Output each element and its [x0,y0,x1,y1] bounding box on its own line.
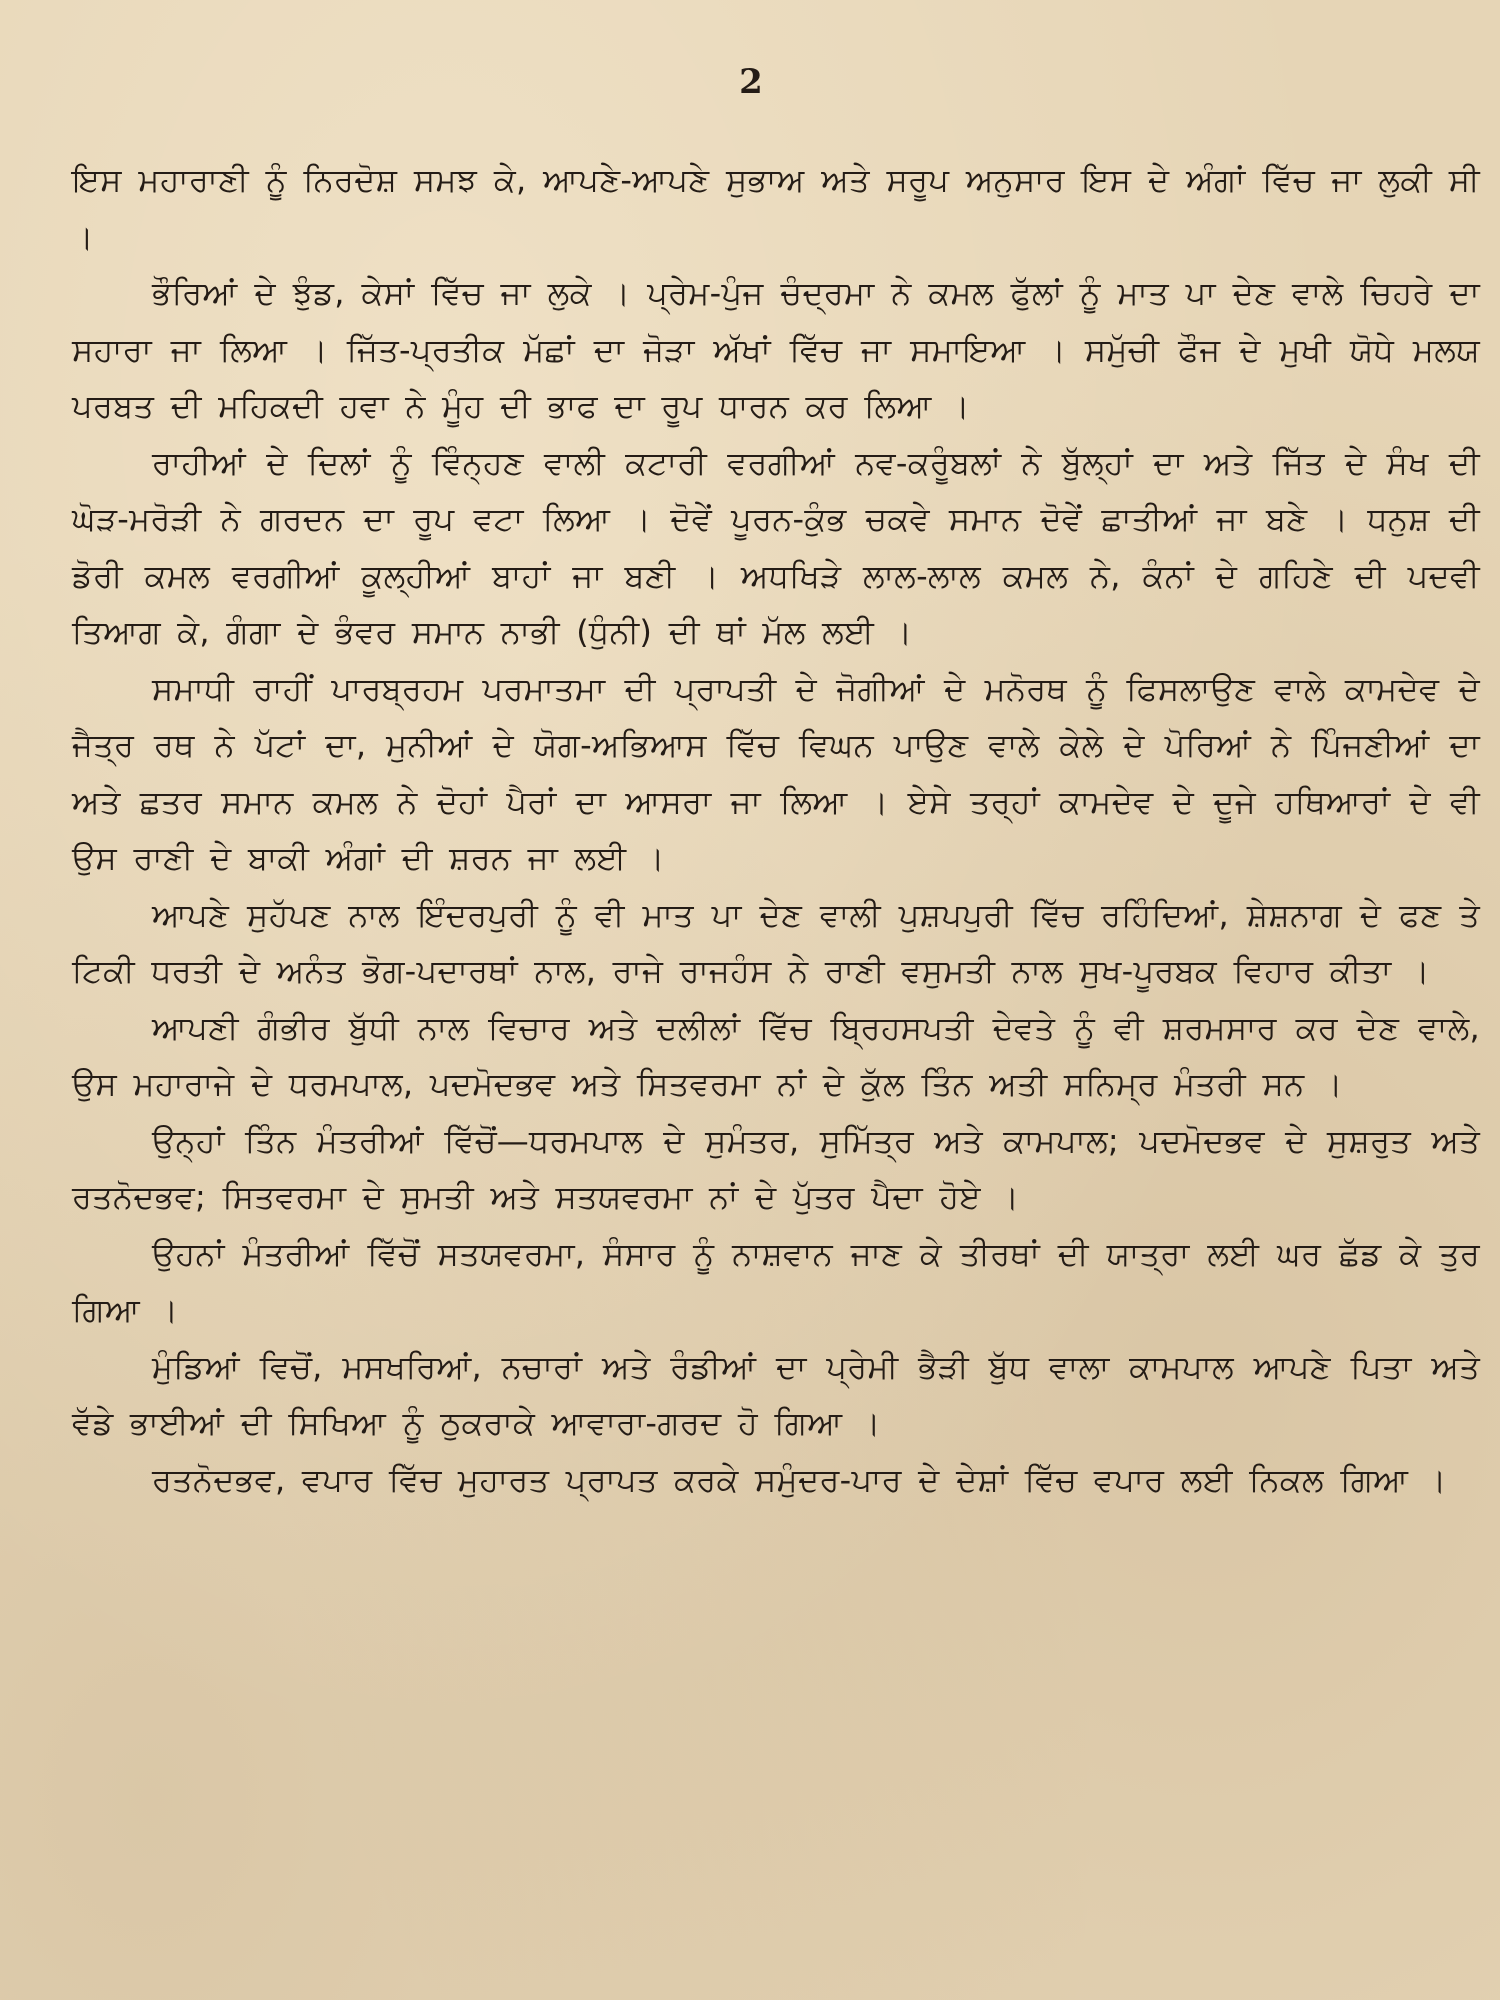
paragraph: ਇਸ ਮਹਾਰਾਣੀ ਨੂੰ ਨਿਰਦੋਸ਼ ਸਮਝ ਕੇ, ਆਪਣੇ-ਆਪਣੇ ਸੁਭਾਅ ਅਤੇ ਸਰੂਪ ਅਨੁਸਾਰ ਇਸ ਦੇ ਅੰਗਾਂ ਵਿੱਚ ਜਾ ਲੁਕੀ ਸੀ । [72,161,1480,256]
paragraph: ਉਨ੍ਹਾਂ ਤਿੰਨ ਮੰਤਰੀਆਂ ਵਿੱਚੋਂ—ਧਰਮਪਾਲ ਦੇ ਸੁਮੰਤਰ, ਸੁਮਿੱਤ੍ਰ ਅਤੇ ਕਾਮਪਾਲ; ਪਦਮੋਦਭਵ ਦੇ ਸੁਸ਼ਰੁਤ ਅਤੇ ਰਤਨੋਦਭਵ; ਸਿਤਵਰਮਾ ਦੇ ਸੁਮਤੀ ਅਤੇ ਸਤਯਵਰਮਾ ਨਾਂ ਦੇ ਪੁੱਤਰ ਪੈਦਾ ਹੋਏ । [72,1121,1480,1216]
paragraph: ਸਮਾਧੀ ਰਾਹੀਂ ਪਾਰਬ੍ਰਹਮ ਪਰਮਾਤਮਾ ਦੀ ਪ੍ਰਾਪਤੀ ਦੇ ਜੋਗੀਆਂ ਦੇ ਮਨੋਰਥ ਨੂੰ ਫਿਸਲਾਉਣ ਵਾਲੇ ਕਾਮਦੇਵ ਦੇ ਜੈਤ੍ਰ ਰਥ ਨੇ ਪੱਟਾਂ ਦਾ, ਮੁਨੀਆਂ ਦੇ ਯੋਗ-ਅਭਿਆਸ ਵਿੱਚ ਵਿਘਨ ਪਾਉਣ ਵਾਲੇ ਕੇਲੇ ਦੇ ਪੋਰਿਆਂ ਨੇ ਪਿੰਜਣੀਆਂ ਦਾ ਅਤੇ ਛਤਰ ਸਮਾਨ ਕਮਲ ਨੇ ਦੋਹਾਂ ਪੈਰਾਂ ਦਾ ਆਸਰਾ ਜਾ ਲਿਆ । ਏਸੇ ਤਰ੍ਹਾਂ ਕਾਮਦੇਵ ਦੇ ਦੂਜੇ ਹਥਿਆਰਾਂ ਦੇ ਵੀ ਉਸ ਰਾਣੀ ਦੇ ਬਾਕੀ ਅੰਗਾਂ ਦੀ ਸ਼ਰਨ ਜਾ ਲਈ । [72,669,1480,877]
paragraph: ਭੌਰਿਆਂ ਦੇ ਝੁੰਡ, ਕੇਸਾਂ ਵਿੱਚ ਜਾ ਲੁਕੇ । ਪ੍ਰੇਮ-ਪੁੰਜ ਚੰਦ੍ਰਮਾ ਨੇ ਕਮਲ ਫੁੱਲਾਂ ਨੂੰ ਮਾਤ ਪਾ ਦੇਣ ਵਾਲੇ ਚਿਹਰੇ ਦਾ ਸਹਾਰਾ ਜਾ ਲਿਆ । ਜਿੱਤ-ਪ੍ਰਤੀਕ ਮੱਛਾਂ ਦਾ ਜੋੜਾ ਅੱਖਾਂ ਵਿੱਚ ਜਾ ਸਮਾਇਆ । ਸਮੁੱਚੀ ਫੌਜ ਦੇ ਮੁਖੀ ਯੋਧੇ ਮਲਯ ਪਰਬਤ ਦੀ ਮਹਿਕਦੀ ਹਵਾ ਨੇ ਮੂੰਹ ਦੀ ਭਾਫ ਦਾ ਰੂਪ ਧਾਰਨ ਕਰ ਲਿਆ । [72,274,1480,425]
page-number: 2 [739,62,763,102]
paragraph: ਰਤਨੋਦਭਵ, ਵਪਾਰ ਵਿੱਚ ਮੁਹਾਰਤ ਪ੍ਰਾਪਤ ਕਰਕੇ ਸਮੁੰਦਰ-ਪਾਰ ਦੇ ਦੇਸ਼ਾਂ ਵਿੱਚ ਵਪਾਰ ਲਈ ਨਿਕਲ ਗਿਆ । [152,1460,1447,1499]
paragraph: ਮੁੰਡਿਆਂ ਵਿਚੋਂ, ਮਸਖਰਿਆਂ, ਨਚਾਰਾਂ ਅਤੇ ਰੰਡੀਆਂ ਦਾ ਪ੍ਰੇਮੀ ਭੈੜੀ ਬੁੱਧ ਵਾਲਾ ਕਾਮਪਾਲ ਆਪਣੇ ਪਿਤਾ ਅਤੇ ਵੱਡੇ ਭਾਈਆਂ ਦੀ ਸਿਖਿਆ ਨੂੰ ਠੁਕਰਾਕੇ ਆਵਾਰਾ-ਗਰਦ ਹੋ ਗਿਆ । [72,1347,1480,1442]
paragraph: ਉਹਨਾਂ ਮੰਤਰੀਆਂ ਵਿੱਚੋਂ ਸਤਯਵਰਮਾ, ਸੰਸਾਰ ਨੂੰ ਨਾਸ਼ਵਾਨ ਜਾਣ ਕੇ ਤੀਰਥਾਂ ਦੀ ਯਾਤ੍ਰਾ ਲਈ ਘਰ ਛੱਡ ਕੇ ਤੁਰ ਗਿਆ । [72,1234,1480,1329]
paragraph: ਰਾਹੀਆਂ ਦੇ ਦਿਲਾਂ ਨੂੰ ਵਿੰਨ੍ਹਣ ਵਾਲੀ ਕਟਾਰੀ ਵਰਗੀਆਂ ਨਵ-ਕਰੂੰਬਲਾਂ ਨੇ ਬੁੱਲ੍ਹਾਂ ਦਾ ਅਤੇ ਜਿੱਤ ਦੇ ਸੰਖ ਦੀ ਘੋੜ-ਮਰੋੜੀ ਨੇ ਗਰਦਨ ਦਾ ਰੂਪ ਵਟਾ ਲਿਆ । ਦੋਵੇਂ ਪੂਰਨ-ਕੁੰਭ ਚਕਵੇ ਸਮਾਨ ਦੋਵੇਂ ਛਾਤੀਆਂ ਜਾ ਬਣੇ । ਧਨੁਸ਼ ਦੀ ਡੋਰੀ ਕਮਲ ਵਰਗੀਆਂ ਕੂਲ੍ਹੀਆਂ ਬਾਹਾਂ ਜਾ ਬਣੀ । ਅਧਖਿੜੇ ਲਾਲ-ਲਾਲ ਕਮਲ ਨੇ, ਕੰਨਾਂ ਦੇ ਗਹਿਣੇ ਦੀ ਪਦਵੀ ਤਿਆਗ ਕੇ, ਗੰਗਾ ਦੇ ਭੰਵਰ ਸਮਾਨ ਨਾਭੀ (ਧੁੰਨੀ) ਦੀ ਥਾਂ ਮੱਲ ਲਈ । [72,443,1480,651]
paragraph: ਆਪਣੇ ਸੁਹੱਪਣ ਨਾਲ ਇੰਦਰਪੁਰੀ ਨੂੰ ਵੀ ਮਾਤ ਪਾ ਦੇਣ ਵਾਲੀ ਪੁਸ਼ਪਪੁਰੀ ਵਿੱਚ ਰਹਿੰਦਿਆਂ, ਸ਼ੇਸ਼ਨਾਗ ਦੇ ਫਣ ਤੇ ਟਿਕੀ ਧਰਤੀ ਦੇ ਅਨੰਤ ਭੋਗ-ਪਦਾਰਥਾਂ ਨਾਲ, ਰਾਜੇ ਰਾਜਹੰਸ ਨੇ ਰਾਣੀ ਵਸੁਮਤੀ ਨਾਲ ਸੁਖ-ਪੂਰਬਕ ਵਿਹਾਰ ਕੀਤਾ । [72,895,1480,990]
body-text [72,152,1480,1508]
paragraph: ਆਪਣੀ ਗੰਭੀਰ ਬੁੱਧੀ ਨਾਲ ਵਿਚਾਰ ਅਤੇ ਦਲੀਲਾਂ ਵਿੱਚ ਬ੍ਰਿਹਸਪਤੀ ਦੇਵਤੇ ਨੂੰ ਵੀ ਸ਼ਰਮਸਾਰ ਕਰ ਦੇਣ ਵਾਲੇ, ਉਸ ਮਹਾਰਾਜੇ ਦੇ ਧਰਮਪਾਲ, ਪਦਮੋਦਭਵ ਅਤੇ ਸਿਤਵਰਮਾ ਨਾਂ ਦੇ ਕੁੱਲ ਤਿੰਨ ਅਤੀ ਸਨਿਮ੍ਰ ਮੰਤਰੀ ਸਨ । [72,1008,1480,1103]
